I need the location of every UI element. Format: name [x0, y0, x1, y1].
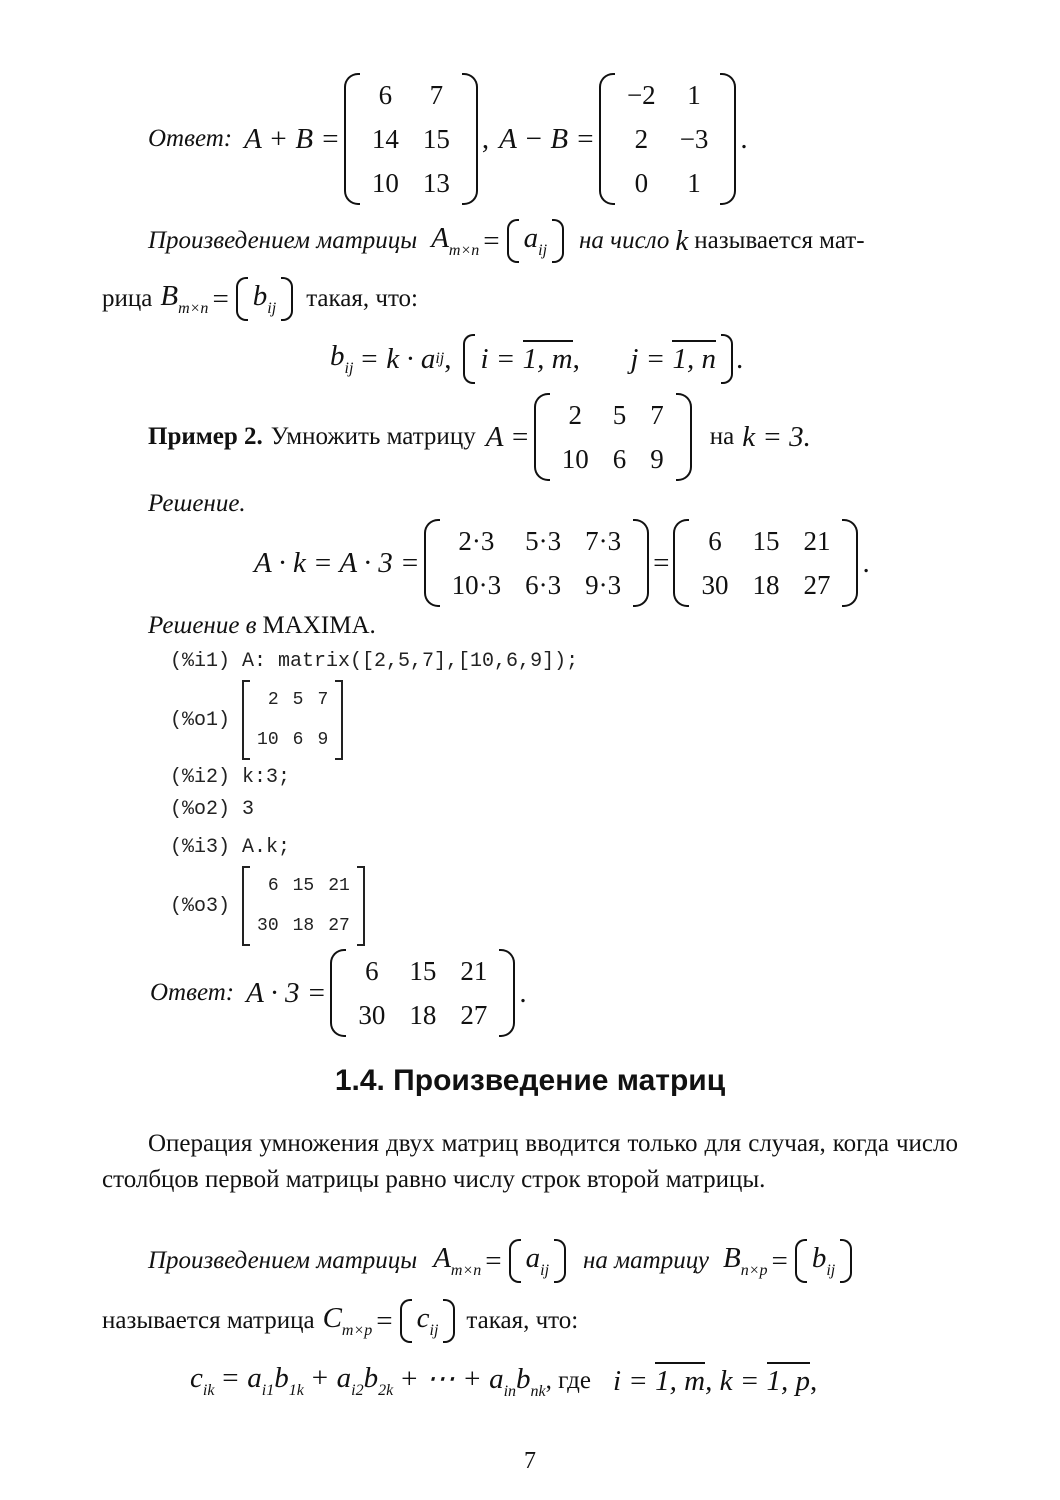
sum-matrix-cell: 15	[422, 123, 450, 154]
index-range-paren: i = 1, m, j = 1, n	[463, 334, 732, 384]
sum-matrix-row	[360, 73, 462, 117]
solution-result-matrix-cell: 27	[803, 569, 831, 600]
input-code-2: k:3;	[242, 766, 291, 789]
definition-intro: Произведением матрицы	[148, 227, 418, 254]
period: .	[740, 122, 748, 155]
i-range: 1, m	[523, 340, 573, 375]
formula-product	[190, 1356, 817, 1406]
definition-scalar-line1	[148, 216, 865, 266]
solution-mid-matrix-cell: 9·3	[585, 569, 622, 600]
diff-matrix-cell: 2	[634, 123, 649, 154]
period: .	[862, 546, 870, 579]
diff-matrix	[599, 73, 736, 205]
sum-matrix-cell: 10	[371, 167, 399, 198]
definition-scalar-line2: рица $B_{m\times n}$ = $b_{ij}$ такая, что:	[102, 274, 418, 324]
maxima-o3-matrix-cell: 27	[328, 916, 350, 936]
example-label: Пример 2.	[148, 423, 263, 450]
term-n: + ⋯ + $a_{in}b_{nk}$	[399, 1363, 546, 1400]
answer2-matrix-row	[346, 949, 499, 993]
j-range: 1, n	[672, 340, 716, 375]
maxima-o1-matrix-row	[250, 680, 335, 720]
matrix-A-symbol: $A_{m\times n}$	[431, 222, 480, 259]
maxima-o1-matrix-cell: 10	[257, 730, 279, 750]
definition-intro: Произведением матрицы	[148, 1247, 418, 1274]
i-part: i =	[480, 342, 516, 375]
solution-mid-matrix-row	[440, 563, 634, 607]
term-2: + $a_{i2}b_{2k}$	[309, 1362, 394, 1399]
answer2-matrix-cell: 27	[460, 999, 488, 1030]
example-matrix-row	[550, 393, 676, 437]
example-matrix-cell: 6	[612, 443, 627, 474]
example-matrix	[534, 393, 692, 481]
input-code-3: A.k;	[242, 836, 291, 859]
example-text: Умножить матрицу	[270, 423, 476, 450]
separator: ,	[481, 122, 490, 155]
intro-paragraph: Операция умножения двух матриц вводится только для случая, когда число столбцов первой матрицы равно числу строк второй матрицы.	[102, 1130, 958, 1193]
output-prompt-1: (%o1)	[170, 708, 231, 732]
answer-label: Ответ:	[148, 125, 233, 152]
line2-start: рица	[102, 285, 153, 312]
solution-result-matrix-cell: 15	[752, 525, 780, 556]
line2-tail: такая, что:	[306, 285, 418, 312]
k-range: , k = 1, p	[705, 1365, 810, 1398]
matrix-B-symbol: $B_{n\times p}$	[722, 1242, 768, 1279]
formula-scalar	[330, 332, 743, 386]
answer2-matrix-cell: 30	[358, 999, 386, 1030]
sum-matrix-cell: 7	[429, 79, 444, 110]
solution-result-matrix-cell: 30	[701, 569, 729, 600]
maxima-o3-matrix-row	[250, 866, 357, 906]
diff-matrix-cell: 0	[634, 167, 649, 198]
sum-matrix-row	[360, 117, 462, 161]
comma: ,	[810, 1364, 818, 1397]
maxima-o1-matrix-cell: 6	[292, 730, 304, 750]
maxima-o1-matrix-cell: 7	[317, 690, 329, 710]
solution-result-matrix-cell: 6	[708, 525, 722, 556]
maxima-o1-matrix-cell: 5	[292, 690, 304, 710]
output-prompt-2: (%o2)	[170, 798, 231, 821]
diff-matrix-row	[615, 117, 720, 161]
on-number-text: на число	[579, 227, 670, 254]
maxima-o3-matrix-cell: 21	[328, 876, 350, 896]
k-expression: k = 3.	[742, 420, 811, 453]
answer-matrix	[330, 949, 515, 1037]
sum-matrix-cell: 14	[371, 123, 399, 154]
line2-start: называется матрица	[102, 1307, 315, 1334]
aij-paren: $a_{ij}$	[509, 1239, 566, 1283]
sum-matrix-cell: 13	[422, 167, 450, 198]
solution-result-matrix-cell: 21	[803, 525, 831, 556]
bij-paren: $b_{ij}$	[795, 1239, 852, 1283]
diff-expression: A − B =	[499, 122, 595, 155]
solution-mid-matrix-cell: 6·3	[525, 569, 562, 600]
diff-matrix-row	[615, 73, 720, 117]
k-times-a: = k · a	[359, 342, 436, 375]
maxima-o3-matrix-cell: 15	[292, 876, 315, 896]
input-code-1: A: matrix([2,5,7],[10,6,9]);	[242, 650, 579, 673]
line2-tail: такая, что:	[466, 1307, 579, 1334]
example-matrix-cell: 7	[650, 399, 664, 430]
solution-lhs: A · k = A · 3 =	[254, 546, 420, 579]
period: .	[519, 976, 527, 1009]
section-title: 1.4. Произведение матриц	[334, 1064, 726, 1097]
solution-result-matrix-row	[689, 563, 842, 607]
aij-paren: $a_{ij}$	[507, 219, 564, 263]
definition-product-line1: Произведением матрицы $A_{m\times n}$ = $a_{ij}$ на матрицу $B_{n\times p}$ = $b_{ij}$	[148, 1236, 855, 1286]
diff-matrix-cell: −3	[679, 123, 709, 154]
solution-result-matrix-row	[689, 519, 842, 563]
c-ik: $c_{ik}$	[190, 1362, 215, 1399]
maxima-o1-matrix-cell: 2	[267, 690, 279, 710]
maxima-output-1	[170, 680, 343, 760]
output-prompt-3: (%o3)	[170, 894, 231, 918]
solution-mid-matrix-cell: 10·3	[451, 569, 502, 600]
maxima-o3-matrix-cell: 18	[292, 916, 315, 936]
maxima-label-italic: Решение в	[148, 612, 257, 639]
maxima-o3-matrix-row	[250, 906, 357, 946]
i-range: i = 1, m	[613, 1365, 705, 1398]
solution-result-matrix-cell: 18	[752, 569, 780, 600]
output-value-2: 3	[242, 798, 255, 821]
sum-matrix-row	[360, 161, 462, 205]
k-symbol: k	[675, 224, 689, 257]
output-matrix-1	[242, 680, 343, 760]
equals: =	[653, 546, 670, 579]
diff-matrix-cell: 1	[687, 79, 701, 110]
answer2-matrix-row	[346, 993, 499, 1037]
sum-matrix	[344, 73, 478, 205]
sum-matrix-cell: 6	[378, 79, 393, 110]
maxima-o1-matrix-row	[250, 720, 335, 760]
example-2	[148, 394, 811, 480]
comma: ,	[444, 342, 452, 375]
answer-label: Ответ:	[150, 979, 235, 1006]
diff-matrix-cell: 1	[687, 167, 701, 198]
answer2-matrix-cell: 21	[460, 955, 488, 986]
input-prompt-2: (%i2)	[170, 766, 231, 789]
maxima-output-3	[170, 866, 365, 946]
sum-expression: A + B =	[244, 122, 340, 155]
solution-label: Решение.	[148, 490, 246, 517]
b-ij: $b_{ij}$	[330, 340, 354, 377]
solution-mid-matrix-cell: 7·3	[585, 525, 622, 556]
output-matrix-3	[242, 866, 365, 946]
j-part: j =	[630, 342, 666, 375]
diff-matrix-cell: −2	[626, 79, 656, 110]
maxima-input-1	[170, 650, 578, 673]
maxima-output-2	[170, 798, 254, 821]
maxima-o1-matrix-cell: 9	[317, 730, 329, 750]
solution-mid-matrix-cell: 5·3	[525, 525, 562, 556]
definition-product-line2: называется матрица $C_{m\times p}$ = $c_{ij}$ такая, что:	[102, 1296, 578, 1346]
maxima-o3-matrix-cell: 6	[267, 876, 279, 896]
cij-paren: $c_{ij}$	[400, 1299, 456, 1343]
example-matrix-cell: 10	[561, 443, 589, 474]
maxima-label	[148, 612, 376, 640]
matrix-B-symbol: $B_{m\times n}$	[160, 280, 209, 317]
example-matrix-cell: 2	[568, 399, 582, 430]
term-1: = $a_{i1}b_{1k}$	[220, 1362, 304, 1399]
answer-sum-diff	[148, 80, 748, 198]
example-matrix-row	[550, 437, 676, 481]
matrix-A-symbol: $A_{m\times n}$	[433, 1242, 482, 1279]
on-text: на	[709, 423, 735, 450]
input-prompt-3: (%i3)	[170, 836, 231, 859]
answer2-matrix-cell: 15	[409, 955, 437, 986]
solution-mid-matrix-row	[440, 519, 634, 563]
maxima-name: MAXIMA.	[262, 612, 376, 639]
answer2-matrix-cell: 18	[409, 999, 437, 1030]
solution-result-matrix	[673, 519, 858, 607]
maxima-input-2	[170, 766, 290, 789]
where-text: , где	[545, 1367, 591, 1394]
maxima-o3-matrix-cell: 30	[257, 916, 279, 936]
period: .	[735, 342, 744, 375]
page-number: 7	[524, 1448, 536, 1474]
input-prompt-1: (%i1)	[170, 650, 231, 673]
maxima-input-3	[170, 836, 290, 859]
solution-formula	[254, 520, 870, 606]
definition-tail: называется мат-	[694, 227, 865, 254]
equals: =	[483, 224, 500, 257]
on-matrix-text: на матрицу	[583, 1247, 709, 1274]
answer-2	[150, 950, 527, 1036]
example-matrix-cell: 5	[612, 399, 627, 430]
solution-mid-matrix	[424, 519, 650, 607]
bij-paren: $b_{ij}$	[236, 277, 293, 321]
example-matrix-cell: 9	[650, 443, 664, 474]
a-sub: ij	[435, 350, 445, 367]
answer2-matrix-cell: 6	[365, 955, 379, 986]
A-equals: A =	[485, 420, 530, 453]
solution-mid-matrix-cell: 2·3	[458, 525, 495, 556]
matrix-C-symbol: $C_{m\times p}$	[322, 1302, 373, 1339]
answer-expression: A · 3 =	[246, 976, 327, 1009]
diff-matrix-row	[615, 161, 720, 205]
